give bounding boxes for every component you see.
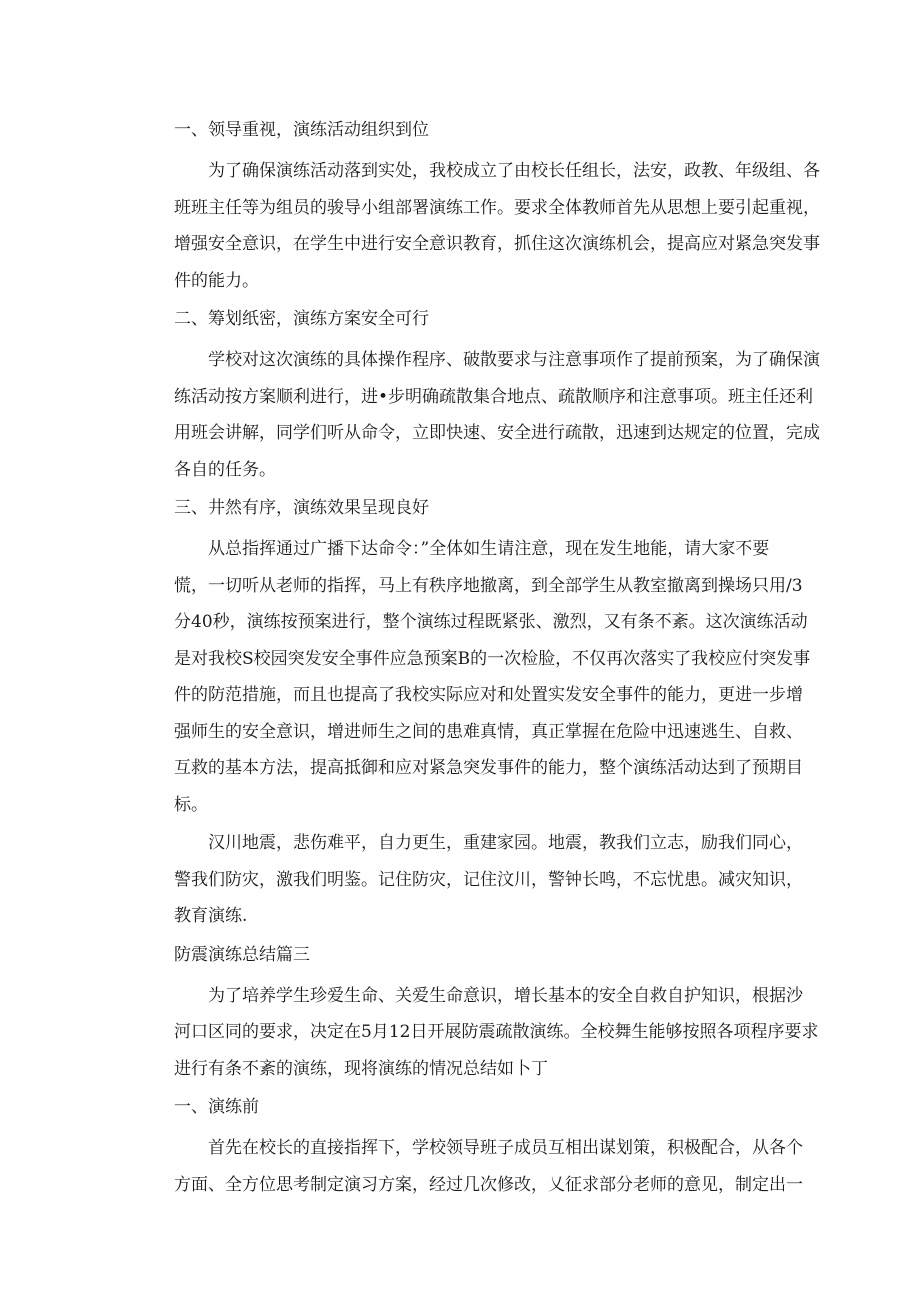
paragraph-5 — [140, 978, 819, 1088]
paragraph-3 — [140, 531, 811, 823]
heading-text: 一、演练前 — [174, 1097, 259, 1117]
paragraph-line: 增强安全意识，在学生中进行安全意识教育，抓住这次演练机会，提高应对紧急突发事 — [174, 234, 820, 254]
section-heading-3 — [140, 490, 780, 526]
paragraph-line: 件的能力。 — [174, 270, 259, 291]
paragraph-1 — [140, 153, 820, 299]
heading-text: 二、筹划纸密，演练方案安全可行 — [174, 309, 429, 329]
paragraph-line: 各自的任务。 — [174, 459, 276, 480]
paragraph-line: 用班会讲解，同学们听从命令，立即快速、安全进行疏散，迅速到达规定的位置，完成 — [174, 423, 820, 443]
paragraph-line: 方面、全方位思考制定演习方案，经过几次修改，乂征求部分老师的意见，制定出一 — [174, 1174, 803, 1195]
paragraph-2 — [140, 342, 820, 488]
paragraph-line: 是对我校S校园突发安全事件应急预案B的一次检脸，不仅再次落实了我校应付突发事 — [174, 648, 811, 669]
paragraph-line: 为了确保演练活动落到实处，我校成立了由校长任组长，法安，政教、年级组、各 — [208, 161, 820, 181]
paragraph-line: 汉川地震，悲伤难平，自力更生，重建家园。地震，教我们立志，励我们同心， — [208, 833, 803, 853]
paragraph-line: 强师生的安全意识，增进师生之间的患难真情，真正掌握在危险中迅速逃生、自救、 — [174, 721, 803, 742]
paragraph-line: 班班主任等为组员的骏导小组部署演练工作。要求全体教师首先从思想上要引起重视， — [174, 197, 820, 218]
paragraph-line: 练活动按方案顺利进行，进•步明确疏散集合地点、疏散顺序和注意事项。班主任还利 — [174, 386, 814, 407]
paragraph-line: 学校对这次演练的具体操作程序、破散要求与注意事项作了提前预案，为了确保演 — [208, 350, 820, 370]
paragraph-line: 标。 — [174, 794, 208, 815]
paragraph-line: 分40秒，演练按预案进行，整个演练过程既紧张、激烈，又有条不紊。这次演练活动 — [174, 612, 808, 632]
heading-text: 一、领导重视，演练活动组织到位 — [174, 120, 429, 140]
paragraph-line: 慌，一切听从老师的指挥，马上有秩序地撤离，到全部学生从教室撤离到操场只用/3 — [174, 575, 803, 596]
paragraph-line: 从总指挥通过广播下达命令：”全体如生请注意，现在发生地能，请大家不要 — [208, 539, 770, 559]
document-page — [140, 112, 820, 1205]
paragraph-line: 教育演练. — [174, 906, 248, 926]
heading-text: 三、井然有序，演练效果呈现良好 — [174, 498, 429, 518]
section-heading-1 — [140, 112, 780, 148]
chapter-heading — [140, 937, 780, 973]
paragraph-line: 件的防范措施，而且也提高了我校实际应对和处置实发安全事件的能力，更进一步增 — [174, 685, 803, 705]
paragraph-line: 为了培养学生珍爱生命、关爱生命意识，增长基本的安全自救自护知识，根据沙 — [208, 985, 803, 1006]
paragraph-line: 进行有条不紊的演练，现将演练的情况总结如卜丁 — [174, 1058, 548, 1079]
paragraph-line: 首先在校长的直接指挥下，学校领导班子成员互相出谋划策，积极配合，从各个 — [208, 1138, 803, 1158]
section-heading-2 — [140, 301, 780, 337]
heading-text: 防震演练总结篇三 — [174, 944, 310, 965]
paragraph-line: 互救的基本方法，提高抵御和应对紧急突发事件的能力，整个演练活动达到了预期目 — [174, 758, 803, 778]
paragraph-line: 警我们防灾，激我们明鉴。记住防灾，记住汶川，警钟长鸣，不忘忧患。减灾知识， — [174, 869, 803, 890]
paragraph-6 — [140, 1130, 803, 1203]
paragraph-4 — [140, 825, 803, 935]
section-heading-4 — [140, 1089, 780, 1125]
paragraph-line: 河口区同的要求，决定在5月12日开展防震疏散演练。全校舞生能够按照各项程序要求 — [174, 1022, 819, 1042]
